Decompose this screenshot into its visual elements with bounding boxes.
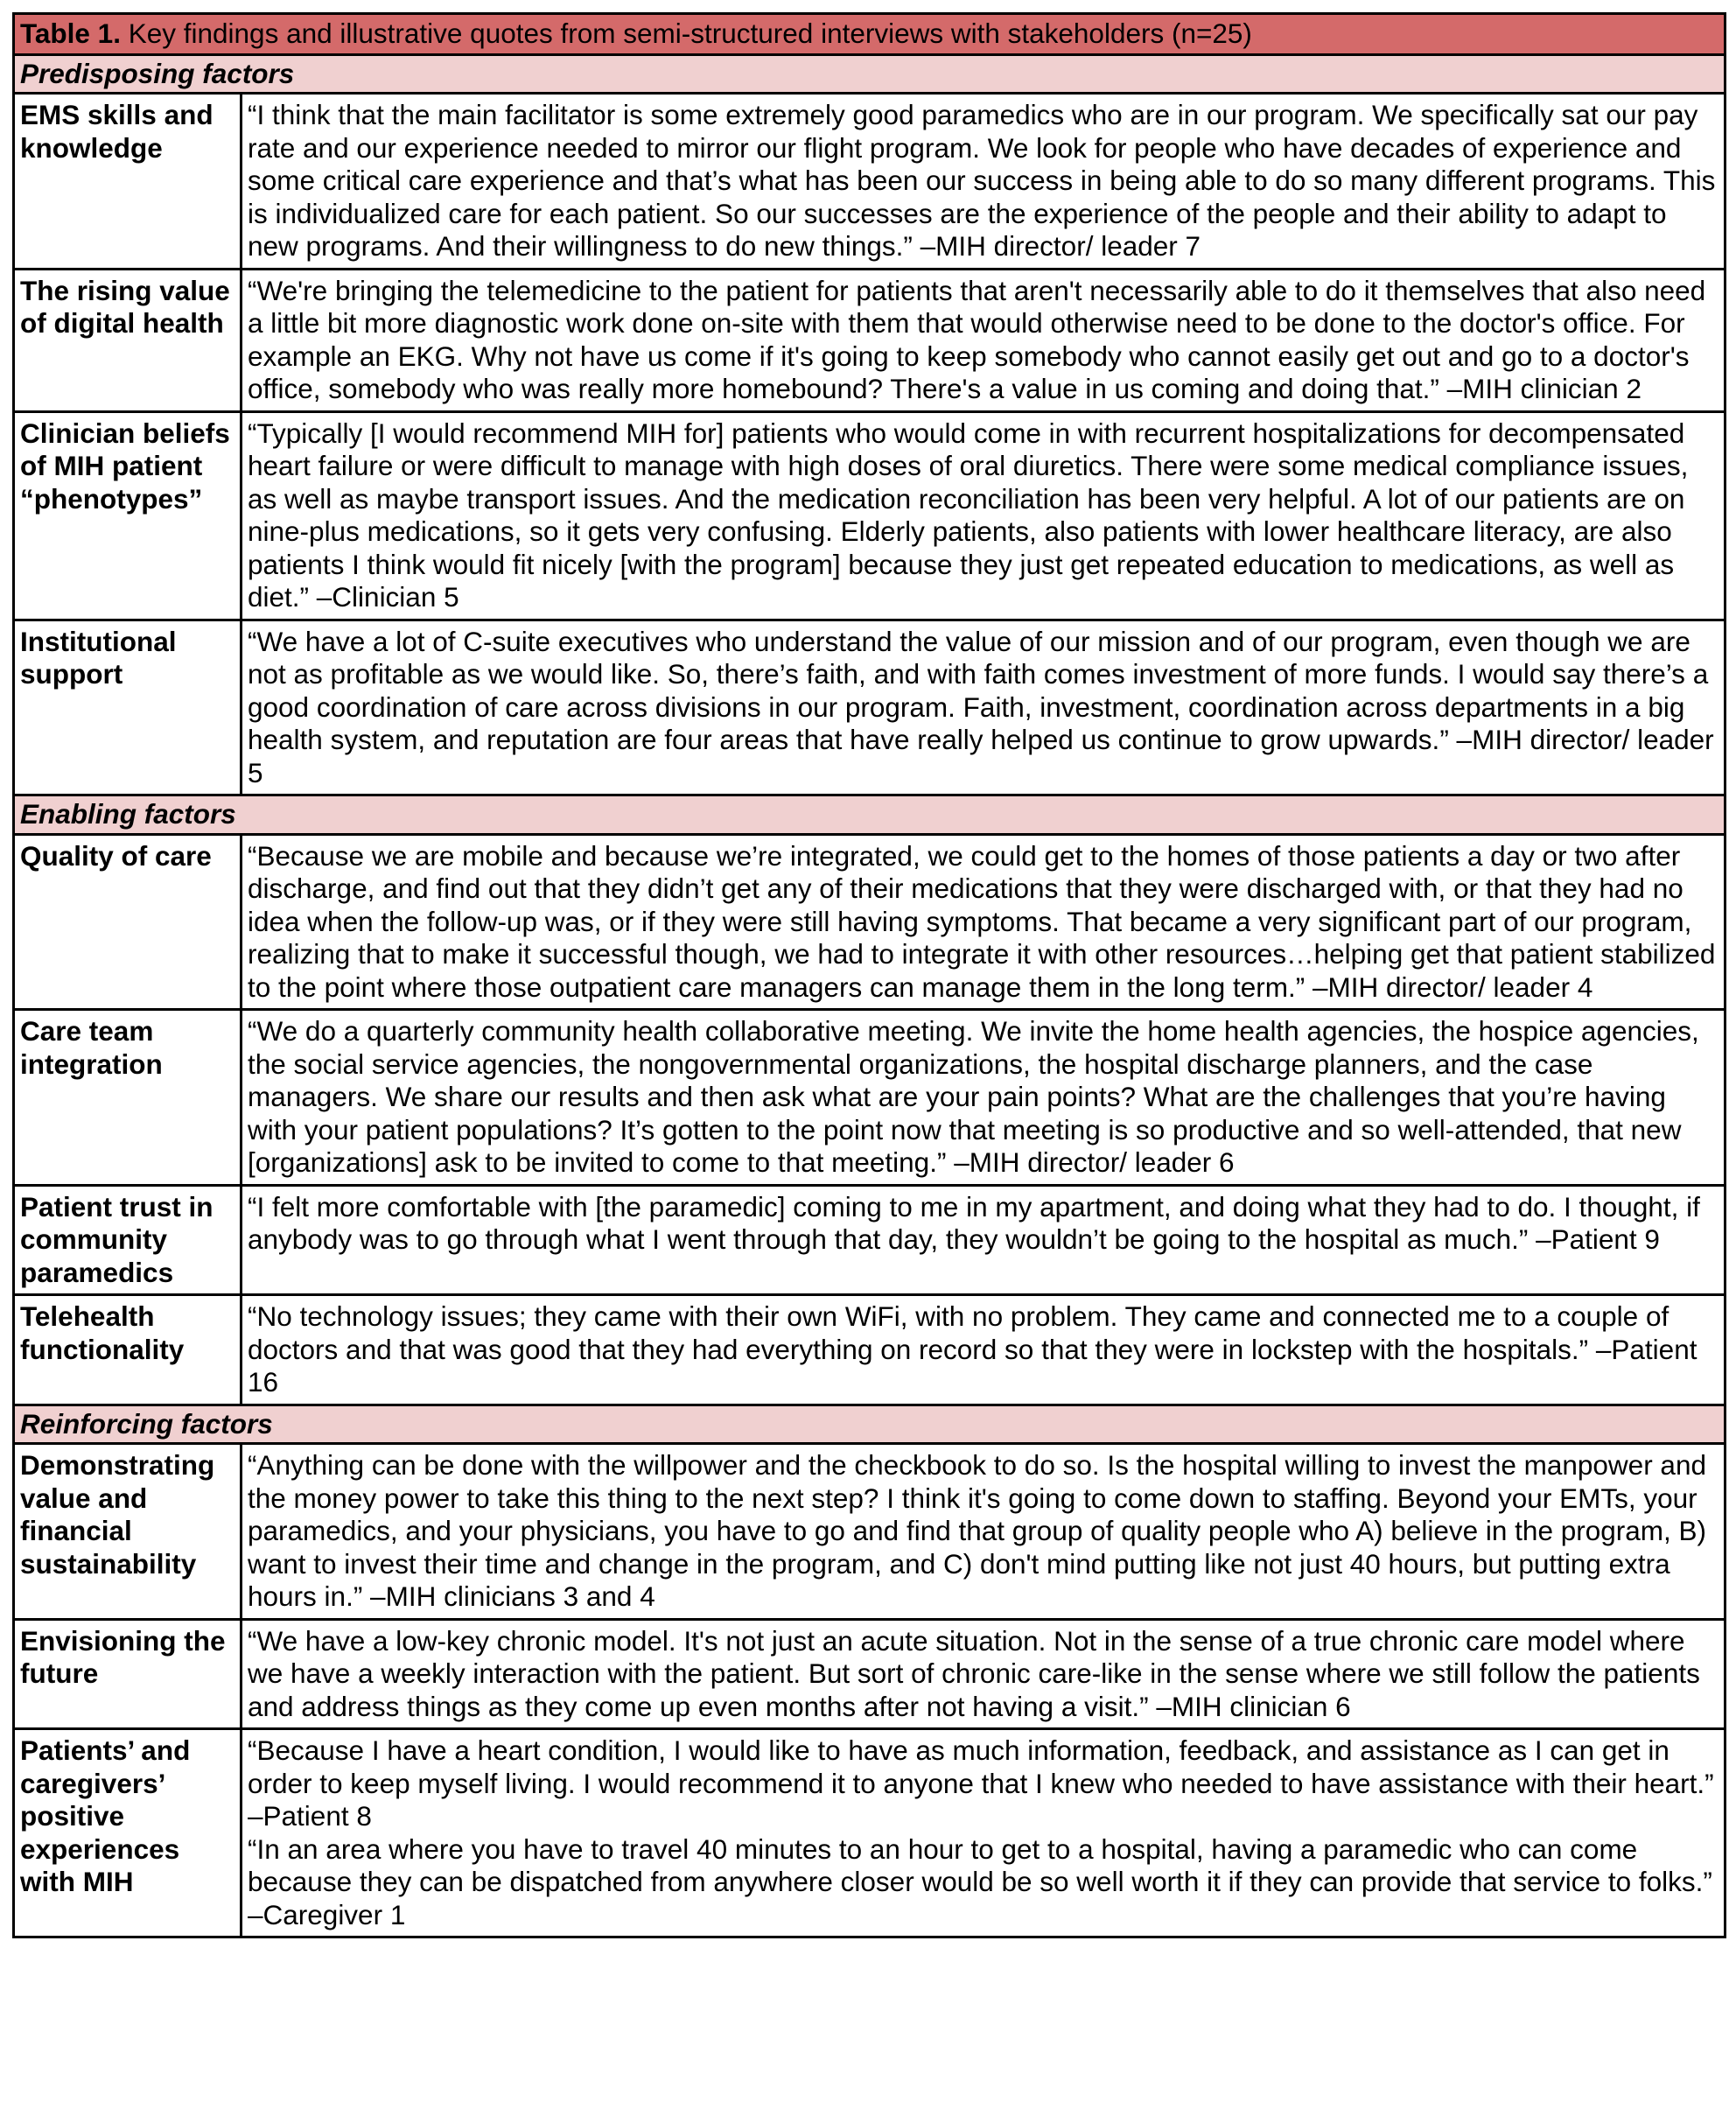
table-title-text: Key findings and illustrative quotes from semi-structured interviews with stakeholders (n=25) [120, 18, 1252, 49]
section-heading: Predisposing factors [14, 54, 1726, 94]
quote-text: “Because we are mobile and because we’re integrated, we could get to the homes of those patients a day or two after discharge, and find out that they didn’t get any of their medications that they were discharged with, or that they had no idea when the follow-up was, or if they were still having symptoms. That became a very significant part of our program, realizing that to make it successful though, we had to integrate it with other resources…helping get that patient stabilized to the point where those outpatient care managers can manage them in the long term.” –MIH director/ leader 4 [248, 839, 1716, 1003]
quote-cell [242, 1185, 1726, 1295]
table-row [14, 1729, 1726, 1937]
quote-cell [242, 834, 1726, 1010]
quote-text: “We have a lot of C-suite executives who understand the value of our mission and of our program, even though we are not as profitable as we would like. So, there’s faith, and with faith comes investment of more funds. I would say there’s a good coordination of care across divisions in our program. Faith, investment, coordination across departments in a big health system, and reputation are four areas that have really helped us continue to grow upwards.” –MIH director/ leader 5 [248, 625, 1714, 788]
quote-text: “I felt more comfortable with [the paramedic] coming to me in my apartment, and doing what they had to do. I thought, if anybody was to go through what I went through that day, they wouldn’t be going to the hospital as much.” –Patient 9 [248, 1190, 1700, 1255]
section-row [14, 1405, 1726, 1444]
title-row [14, 14, 1726, 55]
quote-text: “No technology issues; they came with their own WiFi, with no problem. They came and connected me to a couple of doctors and that was good that they had everything on record so that they were in lockstep with the hospitals.” –Patient 16 [248, 1300, 1698, 1398]
quote-cell [242, 411, 1726, 620]
factor-label: Quality of care [14, 834, 242, 1010]
table-row [14, 1185, 1726, 1295]
section-heading: Reinforcing factors [14, 1405, 1726, 1444]
quote-cell [242, 1729, 1726, 1937]
factor-label: EMS skills and knowledge [14, 94, 242, 270]
factor-label: Telehealth functionality [14, 1295, 242, 1405]
section-row [14, 795, 1726, 835]
quote-cell [242, 1295, 1726, 1405]
quote-text: “We do a quarterly community health collaborative meeting. We invite the home health agencies, the hospice agencies, the social service agencies, the nongovernmental organizations, the hospital discharge planners, and the case managers. We share our results and then ask what are your pain points? What are the challenges that you’re having with your patient populations? It’s gotten to the point now that meeting is so productive and so well-attended, that new [organizations] ask to be invited to come to that meeting.” –MIH director/ leader 6 [248, 1015, 1699, 1178]
table-title [14, 14, 1726, 55]
table-body [14, 14, 1726, 1937]
factor-label: Patient trust in community paramedics [14, 1185, 242, 1295]
quote-cell [242, 1444, 1726, 1620]
factor-label: Demonstrating value and financial sustainability [14, 1444, 242, 1620]
quote-cell [242, 94, 1726, 270]
factor-label: The rising value of digital health [14, 269, 242, 411]
table-title-number: Table 1. [20, 18, 121, 49]
quote-text: “Anything can be done with the willpower and the checkbook to do so. Is the hospital willing to invest the manpower and the money power to take this thing to the next step? I think it's going to come down to staffing. Beyond your EMTs, your paramedics, and your physicians, you have to go and find that group of quality people who A) believe in the program, B) want to invest their time and change in the program, and C) don't mind putting like not just 40 hours, but putting extra hours in.” –MIH clinicians 3 and 4 [248, 1449, 1707, 1612]
factor-label: Envisioning the future [14, 1619, 242, 1729]
quote-text: “In an area where you have to travel 40 minutes to an hour to get to a hospital, having a paramedic who can come because they can be dispatched from anywhere closer would be so well worth it if they can provide that service to folks.” –Caregiver 1 [248, 1832, 1712, 1930]
factor-label: Institutional support [14, 620, 242, 795]
factor-label: Care team integration [14, 1010, 242, 1186]
table-row [14, 269, 1726, 411]
quote-cell [242, 269, 1726, 411]
table-row [14, 834, 1726, 1010]
section-heading: Enabling factors [14, 795, 1726, 835]
quote-cell [242, 1010, 1726, 1186]
factor-label: Clinician beliefs of MIH patient “phenotypes” [14, 411, 242, 620]
factor-label: Patients’ and caregivers’ positive experiences with MIH [14, 1729, 242, 1937]
section-row [14, 54, 1726, 94]
table-row [14, 620, 1726, 795]
table-row [14, 1444, 1726, 1620]
quote-cell [242, 1619, 1726, 1729]
findings-table [12, 12, 1726, 1938]
table-row [14, 1010, 1726, 1186]
table-row [14, 1295, 1726, 1405]
quote-text: “I think that the main facilitator is some extremely good paramedics who are in our program. We specifically sat our pay rate and our experience needed to mirror our flight program. We look for people who have decades of experience and some critical care experience and that’s what has been our success in being able to do so many different programs. This is individualized care for each patient. So our successes are the experience of the people and their ability to adapt to new programs. And their willingness to do new things.” –MIH director/ leader 7 [248, 99, 1716, 262]
table-row [14, 94, 1726, 270]
quote-cell [242, 620, 1726, 795]
quote-text: “We're bringing the telemedicine to the patient for patients that aren't necessarily able to do it themselves that also need a little bit more diagnostic work done on-site with them that would otherwise need to be done to the doctor's office. For example an EKG. Why not have us come if it's going to keep somebody who cannot easily get out and go to a doctor's office, somebody who was really more homebound? There's a value in us coming and doing that.” –MIH clinician 2 [248, 274, 1706, 404]
table-row [14, 411, 1726, 620]
table-row [14, 1619, 1726, 1729]
quote-text: “We have a low-key chronic model. It's not just an acute situation. Not in the sense of a true chronic care model where we have a weekly interaction with the patient. But sort of chronic care-like in the sense where we still follow the patients and address things as they come up even months after not having a visit.” –MIH clinician 6 [248, 1624, 1700, 1722]
quote-text: “Because I have a heart condition, I would like to have as much information, feedback, and assistance as I can get in order to keep myself living. I would recommend it to anyone that I knew who needed to have assistance with their heart.” –Patient 8 [248, 1734, 1714, 1832]
quote-text: “Typically [I would recommend MIH for] patients who would come in with recurrent hospitalizations for decompensated heart failure or were difficult to manage with high doses of oral diuretics. There were some medical compliance issues, as well as maybe transport issues. And the medication reconciliation has been very helpful. A lot of our patients are on nine-plus medications, so it gets very confusing. Elderly patients, also patients with lower healthcare literacy, are also patients I think would fit nicely [with the program] because they just get repeated education to medications, as well as diet.” –Clinician 5 [248, 417, 1689, 613]
